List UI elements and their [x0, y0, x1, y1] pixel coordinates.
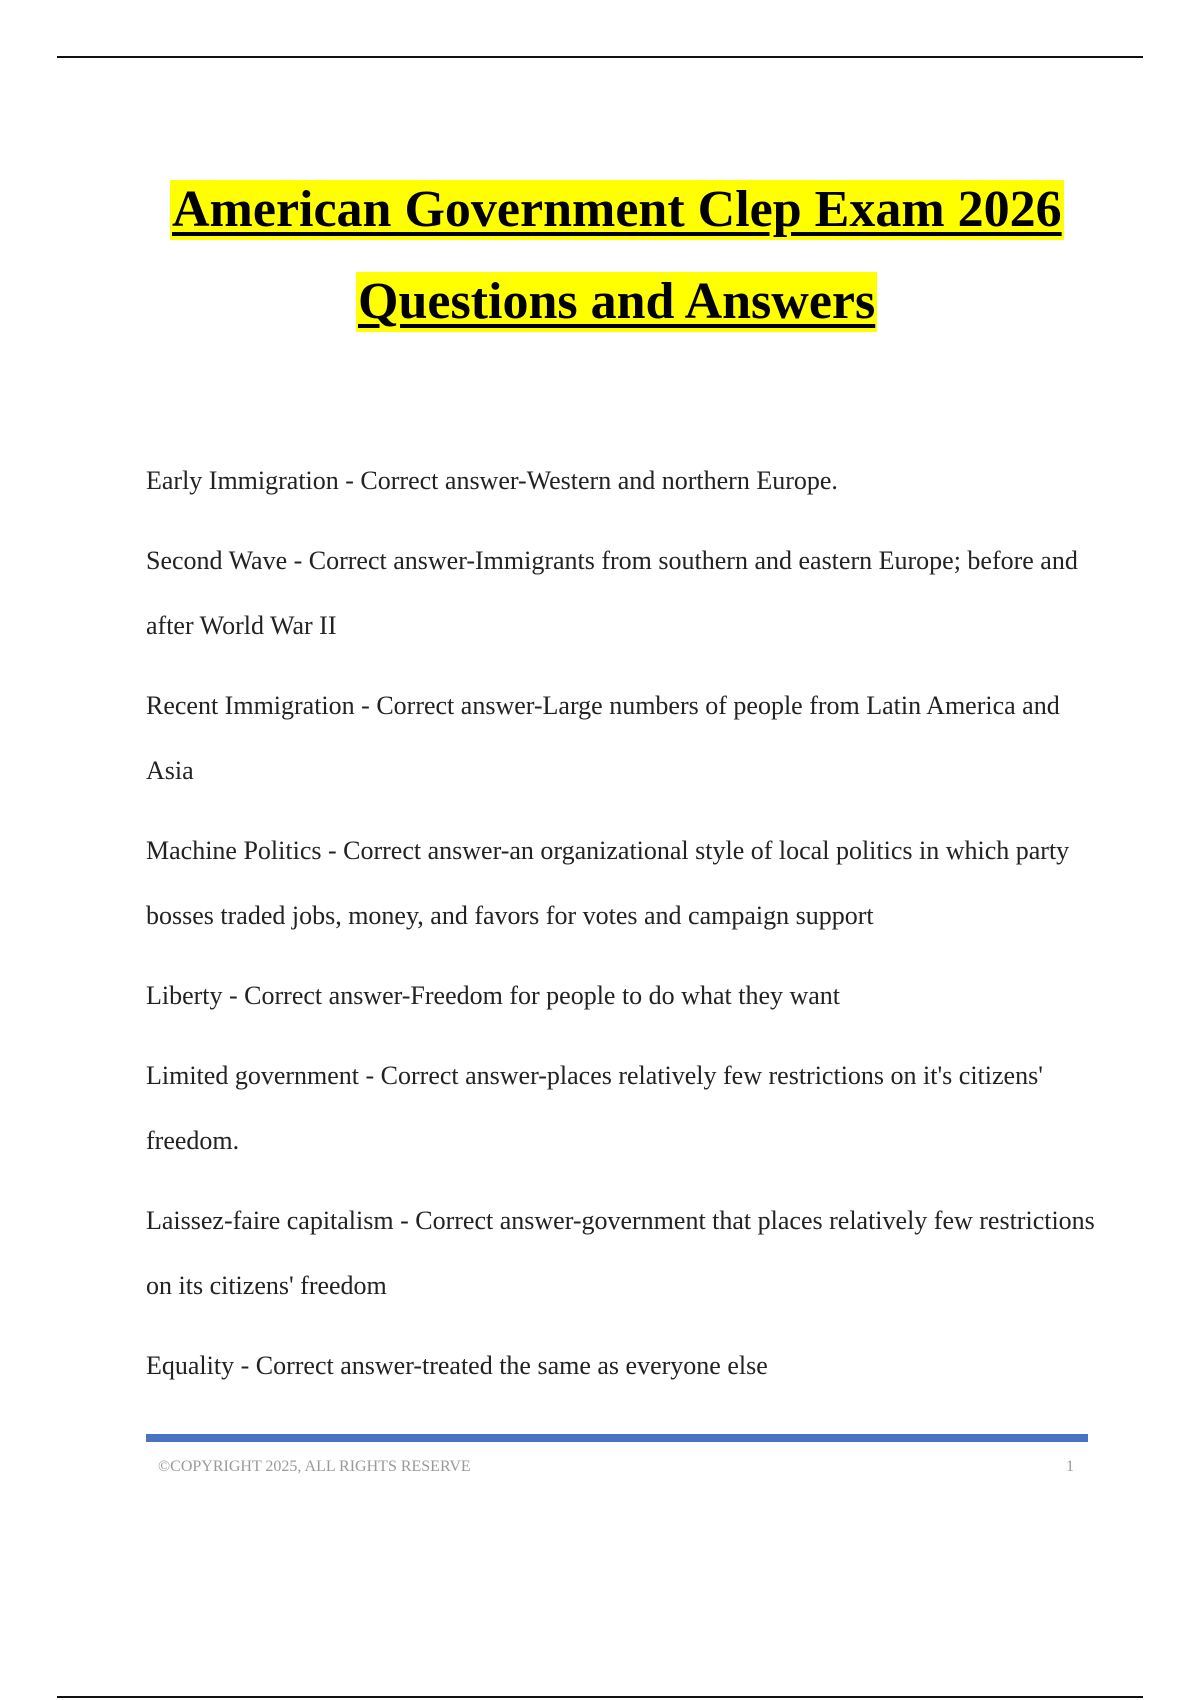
- qa-item-liberty: Liberty - Correct answer-Freedom for people to do what they want: [146, 981, 841, 1010]
- top-divider: [57, 56, 1143, 58]
- bottom-divider: [57, 1696, 1143, 1698]
- qa-item-recent-immigration: Recent Immigration - Correct answer-Large numbers of people from Latin America and Asia: [146, 691, 1060, 785]
- qa-item-second-wave: Second Wave - Correct answer-Immigrants from southern and eastern Europe; before and after World War II: [146, 546, 1078, 640]
- qa-item-machine-politics: Machine Politics - Correct answer-an organizational style of local politics in which party bosses traded jobs, money, and favors for votes and campaign support: [146, 836, 1070, 930]
- qa-item-limited-government: Limited government - Correct answer-places relatively few restrictions on it's citizens' freedom.: [146, 1061, 1043, 1155]
- footer-copyright: ©COPYRIGHT 2025, ALL RIGHTS RESERVE: [158, 1458, 471, 1475]
- qa-item-laissez-faire: Laissez-faire capitalism - Correct answer-government that places relatively few restrictions on its citizens' freedom: [146, 1206, 1095, 1300]
- qa-item-early-immigration: Early Immigration - Correct answer-Western and northern Europe.: [146, 466, 838, 495]
- qa-item-equality: Equality - Correct answer-treated the same as everyone else: [146, 1351, 768, 1380]
- qa-list: [146, 448, 1096, 1413]
- footer-bar: [146, 1434, 1088, 1442]
- title-line-1: American Government Clep Exam 2026: [172, 181, 1062, 238]
- page-number: 1: [1066, 1458, 1074, 1475]
- title-line-2: Questions and Answers: [358, 273, 876, 330]
